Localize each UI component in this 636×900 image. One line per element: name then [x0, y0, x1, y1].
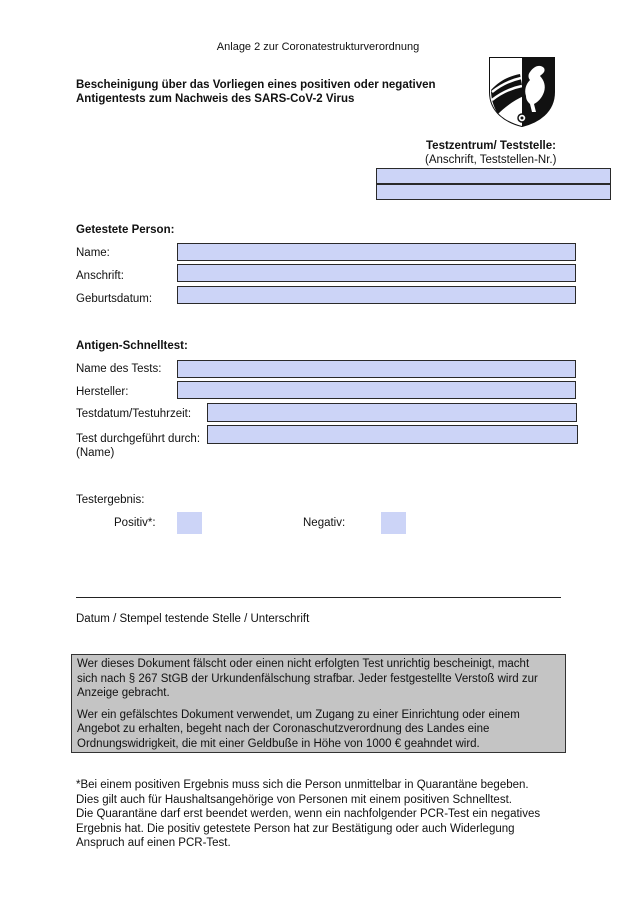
footnote-line4: Ergebnis hat. Die positiv getestete Person hat zur Bestätigung oder auch Widerlegung	[76, 822, 515, 835]
warning-p1-line3: Anzeige gebracht.	[77, 687, 170, 699]
performed-by-sublabel: (Name)	[76, 447, 115, 459]
warning-p1-line1: Wer dieses Dokument fälscht oder einen nicht erfolgten Test unrichtig bescheinigt, macht	[77, 658, 530, 670]
result-heading: Testergebnis:	[76, 494, 145, 506]
header-line: Anlage 2 zur Coronatestrukturverordnung	[216, 41, 420, 53]
test-name-label: Name des Tests:	[76, 363, 162, 375]
testzentrum-field-1[interactable]	[376, 168, 611, 184]
warning-paragraph-2	[77, 708, 561, 752]
address-field[interactable]	[177, 264, 576, 282]
testzentrum-subtitle: (Anschrift, Teststellen-Nr.)	[425, 154, 557, 166]
footnote-line5: Anspruch auf einen PCR-Test.	[76, 837, 231, 849]
warning-p2-line3: Ordnungswidrigkeit, die mit einer Geldbuße in Höhe von 1000 € geahndet wird.	[77, 737, 480, 750]
manufacturer-field[interactable]	[177, 381, 576, 399]
warning-p2-line1: Wer ein gefälschtes Dokument verwendet, um Zugang zu einer Einrichtung oder einem	[77, 708, 520, 721]
document-title-line1: Bescheinigung über das Vorliegen eines positiven oder negativen	[76, 79, 436, 91]
signature-label: Datum / Stempel testende Stelle / Unterschrift	[76, 613, 310, 625]
warning-paragraph-1	[77, 657, 561, 701]
performed-by-field[interactable]	[207, 425, 578, 444]
datetime-field[interactable]	[207, 403, 577, 422]
warning-p1-line2: sich nach § 267 StGB der Urkundenfälschung strafbar. Jeder festgestellte Verstoß wird zur	[77, 672, 538, 685]
positive-label: Positiv*:	[114, 517, 156, 529]
footnote-line1: *Bei einem positiven Ergebnis muss sich die Person unmittelbar in Quarantäne begeben.	[76, 779, 529, 791]
datetime-label: Testdatum/Testuhrzeit:	[76, 408, 192, 420]
test-heading: Antigen-Schnelltest:	[76, 340, 188, 352]
testzentrum-title: Testzentrum/ Teststelle:	[426, 140, 556, 152]
warning-box	[71, 654, 566, 753]
document-title-line2: Antigentests zum Nachweis des SARS-CoV-2 Virus	[76, 93, 355, 105]
warning-p2-line2: Angebot zu erhalten, begeht nach der Coronaschutzverordnung des Landes eine	[77, 723, 490, 735]
negative-label: Negativ:	[303, 517, 346, 529]
name-field[interactable]	[177, 243, 576, 261]
document-title	[76, 78, 476, 106]
positive-checkbox[interactable]	[177, 512, 202, 534]
manufacturer-label: Hersteller:	[76, 386, 129, 398]
footnote-line2: Dies gilt auch für Haushaltsangehörige von Personen mit einem positiven Schnelltest.	[76, 793, 512, 806]
testzentrum-field-2[interactable]	[376, 184, 611, 200]
nrw-coat-of-arms-icon	[488, 56, 556, 131]
birthdate-field[interactable]	[177, 286, 576, 304]
footnote-line3: Die Quarantäne darf erst beendet werden, wenn ein nachfolgender PCR-Test ein negatives	[76, 808, 541, 820]
signature-line	[76, 597, 561, 598]
address-label: Anschrift:	[76, 270, 124, 282]
birthdate-label: Geburtsdatum:	[76, 293, 153, 305]
footnote	[76, 778, 566, 851]
name-label: Name:	[76, 247, 110, 259]
person-heading: Getestete Person:	[76, 224, 175, 236]
performed-by-label: Test durchgeführt durch:	[76, 433, 201, 445]
test-name-field[interactable]	[177, 360, 576, 378]
negative-checkbox[interactable]	[381, 512, 406, 534]
